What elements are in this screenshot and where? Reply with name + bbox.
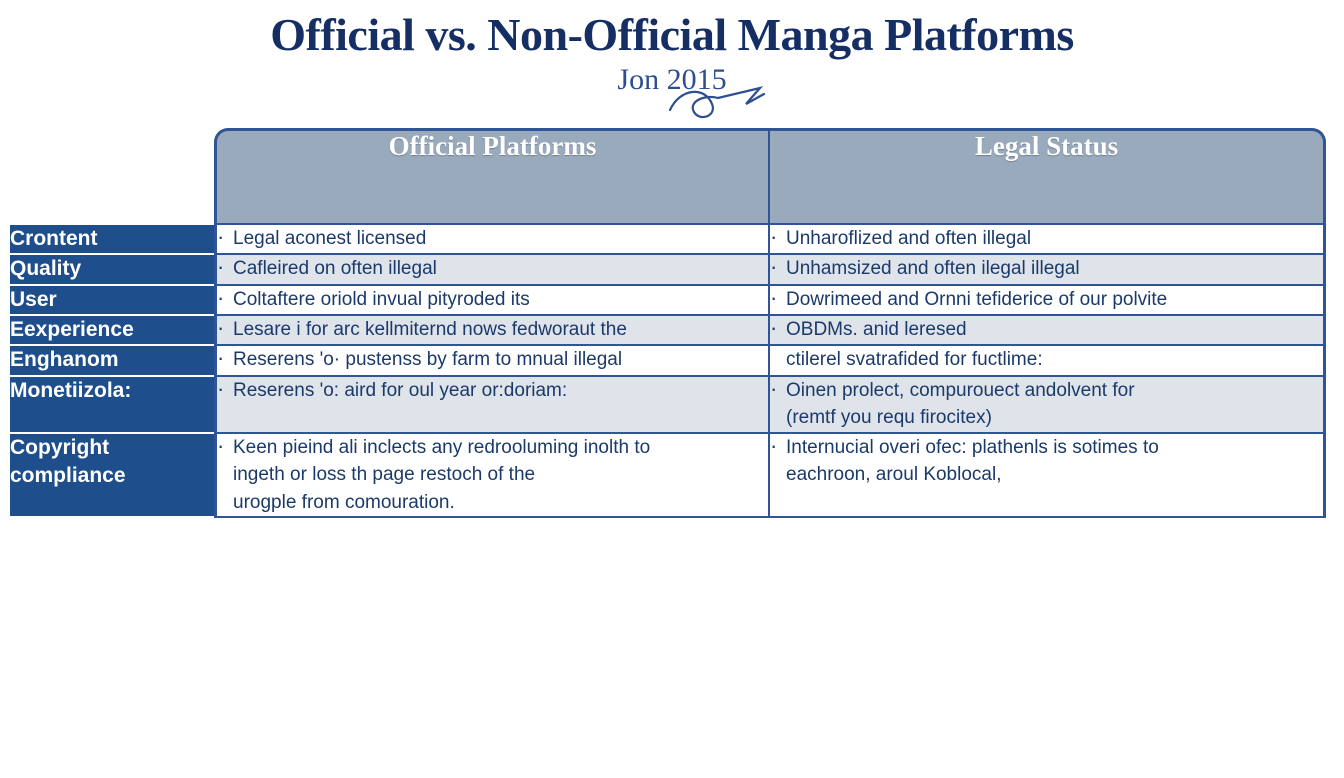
cell-official [214, 377, 770, 434]
comparison-table-wrapper [10, 128, 1334, 518]
cell-official [214, 225, 770, 255]
cell-line: ctilerel svatrafided for fuctlime: [786, 349, 1043, 371]
table-row [10, 255, 1326, 285]
cell-legal [770, 316, 1326, 346]
table-row [10, 316, 1326, 346]
header-corner-spacer [10, 128, 214, 225]
cell-line: · Unhamsized and often ilegal illegal [770, 255, 1323, 283]
column-header-legal: Legal Status [770, 128, 1326, 225]
table-row [10, 286, 1326, 316]
column-header-official: Official Platforms [214, 128, 770, 225]
cell-line: · Keen pieind ali inclects any redrooluming inolth to [217, 434, 768, 462]
comparison-table [10, 128, 1326, 518]
cell-official [214, 346, 770, 376]
cell-legal [770, 225, 1326, 255]
cell-line: · Internucial overi ofec: plathenls is sotimes to [770, 434, 1323, 462]
row-label: User [10, 286, 214, 316]
cell-legal [770, 377, 1326, 434]
cell-legal [770, 346, 1326, 376]
page-subtitle: Jon 2015 [617, 62, 727, 96]
cell-legal [770, 255, 1326, 285]
cell-official [214, 316, 770, 346]
cell-line: · Coltaftere oriold invual pityroded its [217, 286, 768, 314]
cell-line: eachroon, aroul Koblocal, [786, 464, 1002, 486]
cell-legal [770, 286, 1326, 316]
row-label: Crontent [10, 225, 214, 255]
table-header-row [10, 128, 1326, 225]
cell-line: · Oinen prolect, compurouect andolvent for [770, 377, 1323, 405]
row-label: Quality [10, 255, 214, 285]
table-row [10, 377, 1326, 434]
cell-line: · OBDMs. anid leresed [770, 316, 1323, 344]
cell-line: · Reserens 'o: aird for oul year or:doriam: [217, 377, 768, 405]
cell-line: urogple from comouration. [233, 491, 455, 513]
row-label: Eexperience [10, 316, 214, 346]
cell-official [214, 286, 770, 316]
row-label: Enghanom [10, 346, 214, 376]
row-label: Monetiizola: [10, 377, 214, 434]
cell-line: · Cafleired on often illegal [217, 255, 768, 283]
cell-line: · Reserens 'o· pustenss by farm to mnual illegal [217, 346, 768, 374]
document-page [0, 10, 1344, 778]
table-row [10, 225, 1326, 255]
cell-official [214, 434, 770, 519]
cell-line: (remtf you requ firocitex) [786, 407, 992, 429]
cell-line: · Legal aconest licensed [217, 225, 768, 253]
table-row [10, 434, 1326, 519]
page-title: Official vs. Non-Official Manga Platforms [270, 9, 1074, 60]
cell-line: · Unharoflized and often illegal [770, 225, 1323, 253]
cell-official [214, 255, 770, 285]
cell-line: ingeth or loss th page restoch of the [233, 464, 536, 486]
cell-line: · Lesare i for arc kellmiternd nows fedworaut the [217, 316, 768, 344]
row-label: Copyright compliance [10, 434, 214, 519]
cell-legal [770, 434, 1326, 519]
table-row [10, 346, 1326, 376]
cell-line: · Dowrimeed and Ornni tefiderice of our polvite [770, 286, 1323, 314]
